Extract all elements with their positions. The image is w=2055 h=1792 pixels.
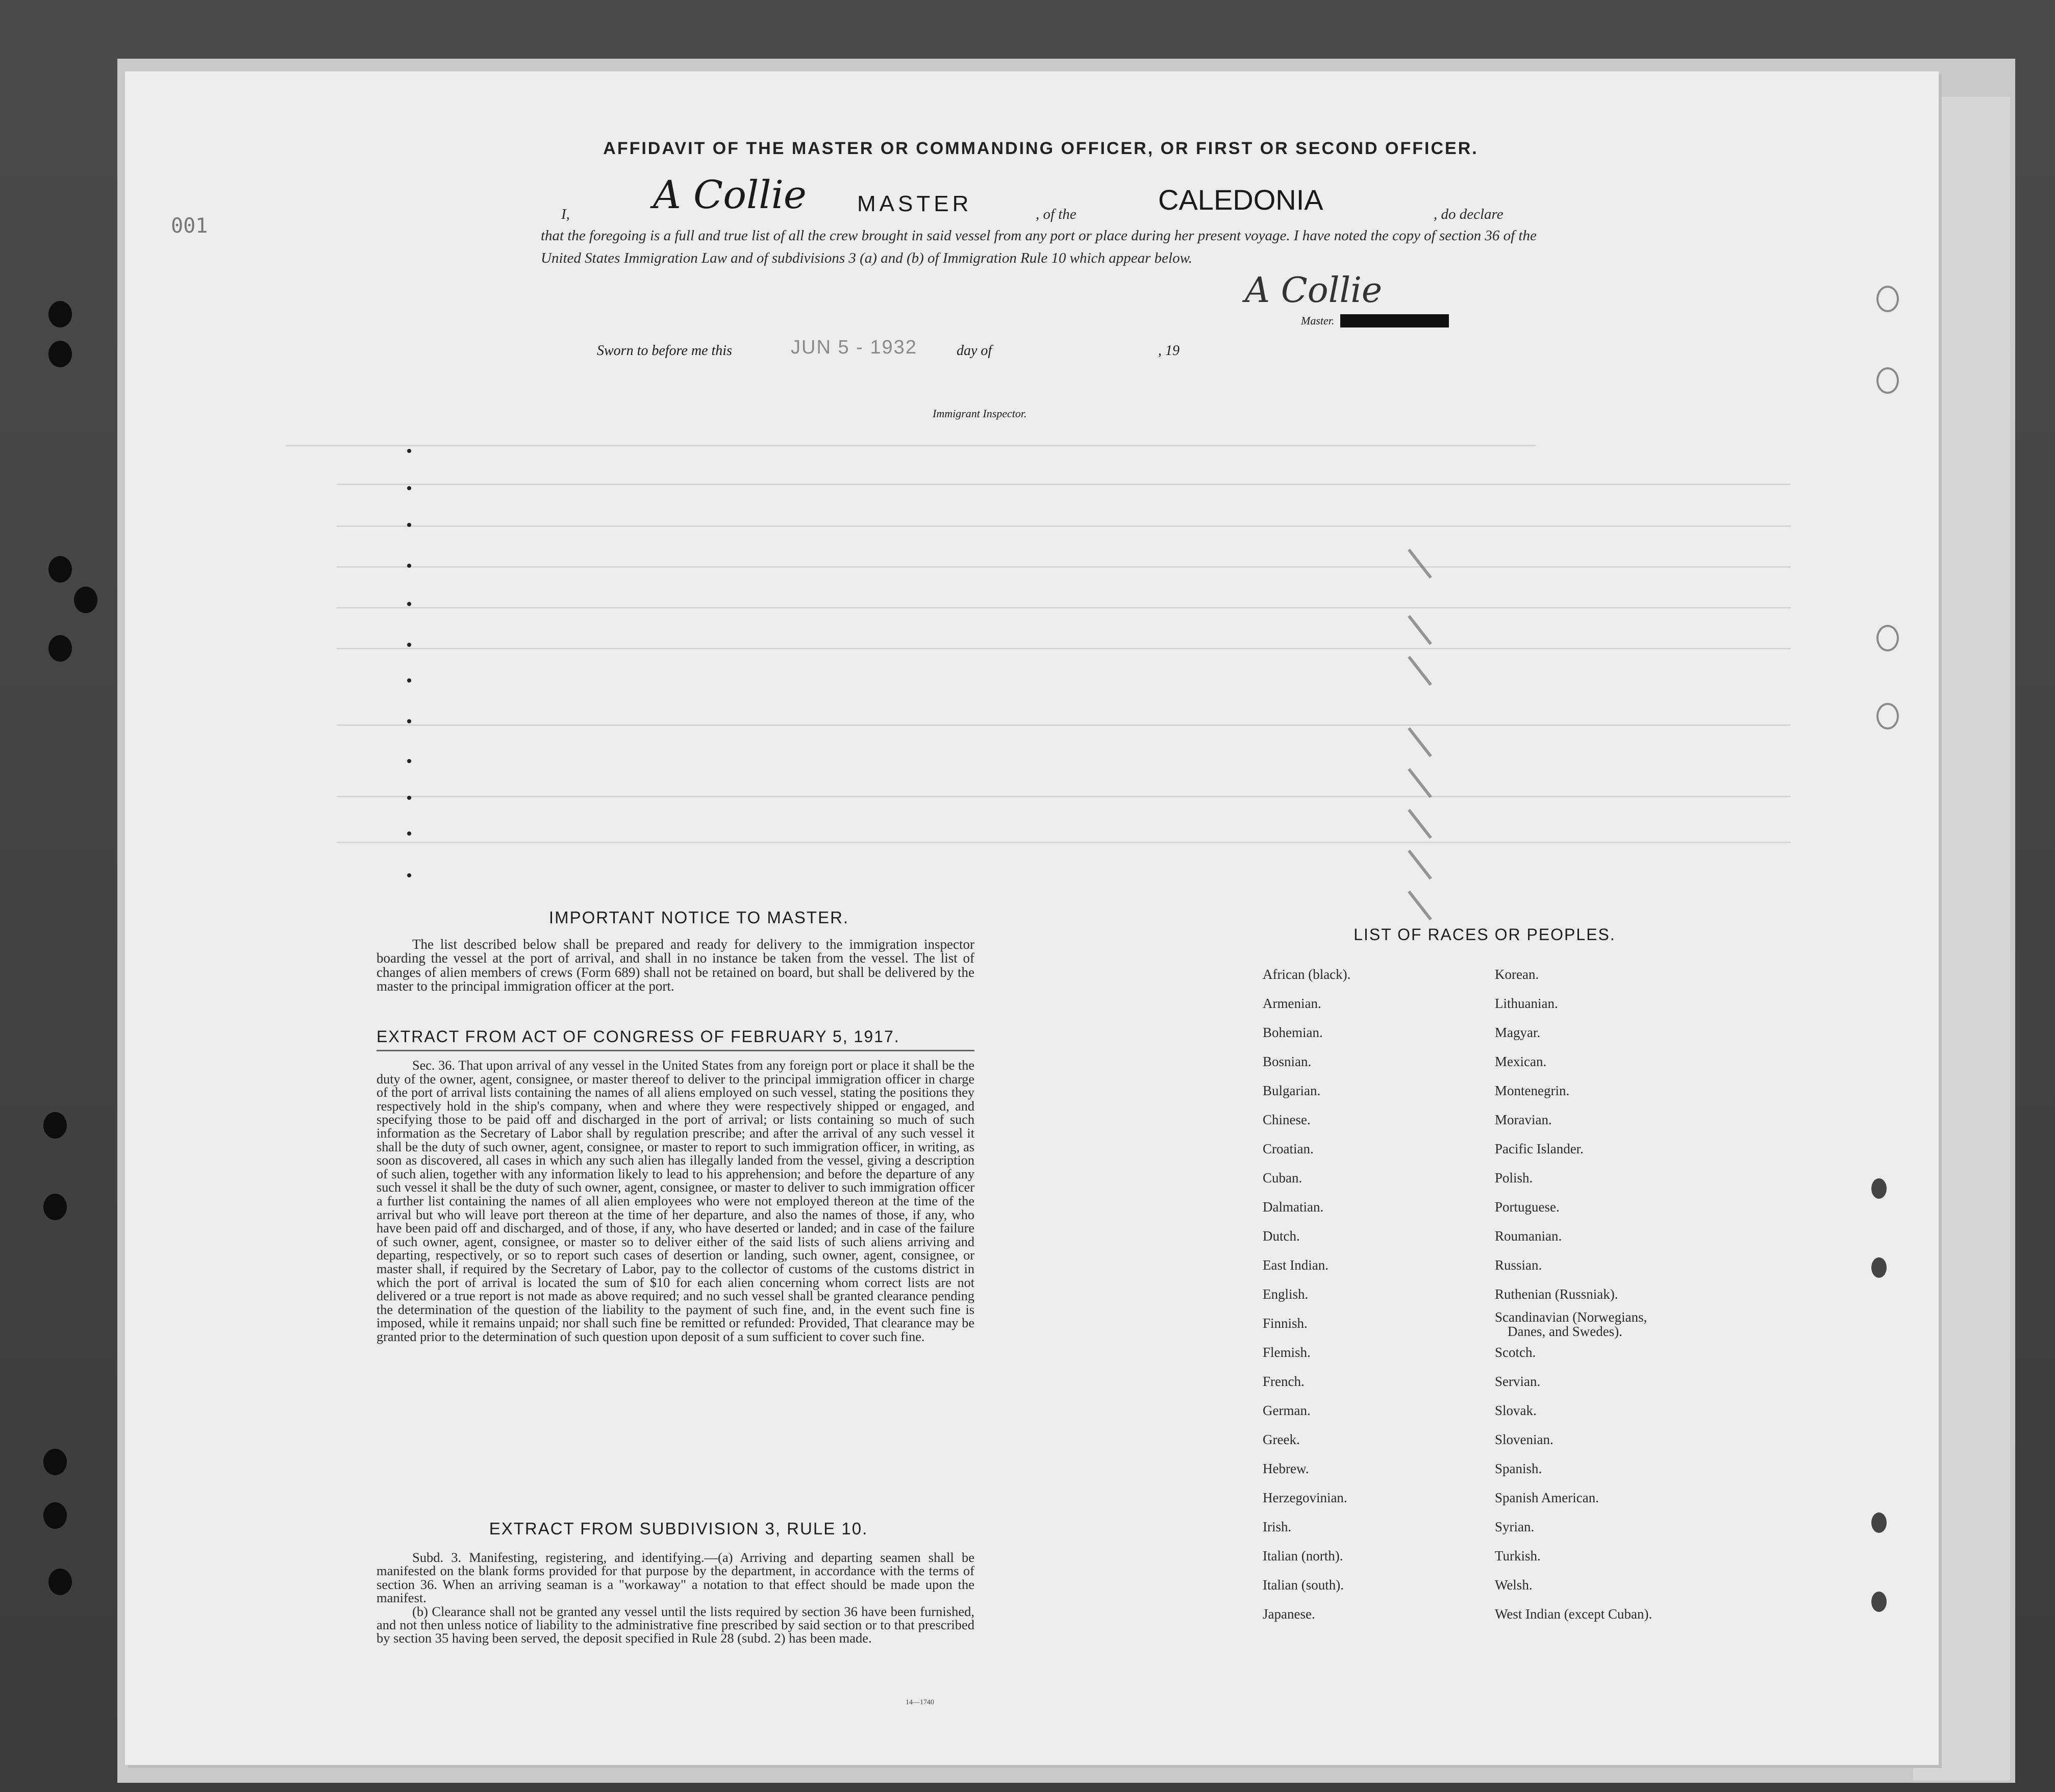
extract-act-body — [377, 1059, 974, 1344]
race-item: Slovak. — [1495, 1403, 1537, 1418]
race-item: Italian (north). — [1263, 1548, 1343, 1563]
binder-hole — [1871, 1592, 1887, 1612]
race-item: Lithuanian. — [1495, 996, 1558, 1011]
binder-hole — [43, 1449, 67, 1475]
race-item: Bohemian. — [1263, 1025, 1323, 1040]
signature-caption — [1301, 314, 1449, 327]
inspector-label: Immigrant Inspector. — [933, 407, 1027, 420]
show-through-line — [337, 525, 1791, 527]
show-through-line — [337, 484, 1791, 485]
binder-hole — [43, 1502, 67, 1529]
binder-hole-ring — [1876, 367, 1899, 394]
binder-hole — [48, 301, 72, 327]
declaration-block — [541, 172, 1541, 269]
race-item: Spanish American. — [1495, 1490, 1599, 1505]
binder-hole — [43, 1194, 67, 1220]
do-declare-label: , do declare — [1434, 206, 1503, 222]
show-through-line — [337, 607, 1791, 609]
binder-hole — [1871, 1257, 1887, 1278]
extract-act-title: EXTRACT FROM ACT OF CONGRESS OF FEBRUARY 5, 1917. — [377, 1027, 900, 1046]
notice-paragraph: The list described below shall be prepared and ready for delivery to the immigration inspector boarding the vessel at the port of arrival, and shall in no instance be taken from the vessel. The list of changes of alien members of crews (Form 689) shall not be retained on board, but shall be delivered by the master to the principal immigration officer at the port. — [377, 937, 974, 994]
master-name-handwritten: A Collie — [653, 172, 807, 217]
race-item: Dutch. — [1263, 1228, 1300, 1244]
signature-role: Master. — [1301, 314, 1335, 327]
subdivision-a-paragraph: Subd. 3. Manifesting, registering, and identifying.—(a) Arriving and departing seamen shall be manifested on the blank forms provided for that purpose by the department, in accordance with the terms of section 36. When an arriving seaman is a "workaway" a notation to that effect should be made upon the manifest. — [377, 1550, 974, 1606]
day-of-label: day of — [957, 343, 992, 359]
sworn-line — [597, 337, 1209, 359]
race-item: Magyar. — [1495, 1025, 1541, 1040]
binder-hole — [1871, 1178, 1887, 1199]
row-dot — [407, 831, 411, 836]
race-item: Slovenian. — [1495, 1432, 1553, 1447]
show-through-line — [286, 445, 1536, 446]
race-item: Scotch. — [1495, 1345, 1536, 1360]
row-dot — [407, 796, 411, 800]
row-dot — [407, 719, 411, 723]
race-item: Irish. — [1263, 1519, 1292, 1534]
race-item: African (black). — [1263, 967, 1351, 982]
extract-rule-body — [377, 1551, 974, 1645]
race-item: Syrian. — [1495, 1519, 1535, 1534]
declaration-i: I, — [561, 206, 570, 222]
extract-rule-title: EXTRACT FROM SUBDIVISION 3, RULE 10. — [489, 1519, 868, 1538]
row-dot — [407, 486, 411, 490]
race-item: West Indian (except Cuban). — [1495, 1606, 1652, 1622]
show-through-line — [337, 796, 1791, 797]
date-stamp: JUN 5 - 1932 — [791, 337, 917, 358]
binder-hole — [43, 1112, 67, 1139]
race-item: Greek. — [1263, 1432, 1300, 1447]
race-item: Mexican. — [1495, 1054, 1547, 1069]
binder-hole — [48, 556, 72, 583]
show-through-line — [337, 842, 1791, 843]
race-item: Pacific Islander. — [1495, 1141, 1584, 1156]
row-dot — [407, 678, 411, 683]
show-through-line — [337, 724, 1791, 726]
binder-hole — [48, 341, 72, 367]
race-item: Armenian. — [1263, 996, 1321, 1011]
affidavit-header: AFFIDAVIT OF THE MASTER OR COMMANDING OFFICER, OR FIRST OR SECOND OFFICER. — [603, 139, 1478, 158]
row-dot — [407, 759, 411, 763]
race-item: Herzegovinian. — [1263, 1490, 1347, 1505]
race-item: Polish. — [1495, 1170, 1533, 1185]
struck-officer-text: First or Second Officer — [1340, 314, 1449, 327]
master-title: MASTER — [857, 191, 972, 216]
race-item: Finnish. — [1263, 1316, 1308, 1331]
race-item: Montenegrin. — [1495, 1083, 1570, 1098]
race-item: Chinese. — [1263, 1112, 1311, 1127]
race-item: Spanish. — [1495, 1461, 1542, 1476]
race-item: German. — [1263, 1403, 1311, 1418]
sworn-label: Sworn to before me this — [597, 343, 732, 359]
binder-hole-ring — [1876, 625, 1899, 651]
form-number: 14—1740 — [906, 1699, 934, 1706]
race-item: Welsh. — [1495, 1577, 1533, 1593]
binder-hole-ring — [1876, 703, 1899, 729]
race-item: Flemish. — [1263, 1345, 1311, 1360]
subdivision-b-paragraph: (b) Clearance shall not be granted any vessel until the lists required by section 36 have been furnished, and not then unless notice of liability to the administrative fine prescribed by said section or to that prescribed by section 35 having been served, the deposit specified in Rule 28 (subd. 2) has been made. — [377, 1603, 974, 1646]
declaration-text: that the foregoing is a full and true list of all the crew brought in said vessel from any port or place during her present voyage. I have noted the copy of section 36 of the United States Immigration Law and of subdivisions 3 (a) and (b) of Immigration Rule 10 which appear below. — [541, 228, 1537, 266]
race-item: Scandinavian (Norwegians, — [1495, 1309, 1647, 1325]
master-signature: A Collie — [1245, 270, 1383, 311]
race-item: Dalmatian. — [1263, 1199, 1324, 1215]
show-through-line — [337, 648, 1791, 649]
race-item: Ruthenian (Russniak). — [1495, 1286, 1618, 1302]
year-prefix: , 19 — [1158, 343, 1180, 359]
notice-body — [377, 938, 974, 994]
race-item: Hebrew. — [1263, 1461, 1309, 1476]
race-item: Bulgarian. — [1263, 1083, 1321, 1098]
binder-hole — [74, 587, 97, 613]
race-item: Japanese. — [1263, 1606, 1315, 1622]
row-dot — [407, 873, 411, 877]
show-through-line — [337, 566, 1791, 568]
race-item: Italian (south). — [1263, 1577, 1344, 1593]
race-item: English. — [1263, 1286, 1309, 1302]
margin-stamp: 001 — [171, 214, 208, 238]
section-rule — [377, 1050, 974, 1051]
binder-hole — [48, 635, 72, 662]
row-dot — [407, 602, 411, 606]
row-dot — [407, 643, 411, 647]
race-item: Cuban. — [1263, 1170, 1302, 1185]
binder-hole — [1871, 1512, 1887, 1533]
ship-name: CALEDONIA — [1158, 184, 1323, 216]
race-item: East Indian. — [1263, 1257, 1329, 1273]
row-dot — [407, 564, 411, 568]
races-title: LIST OF RACES OR PEOPLES. — [1354, 925, 1616, 944]
race-item: Turkish. — [1495, 1548, 1541, 1563]
of-the-label: , of the — [1036, 206, 1076, 222]
binder-hole — [48, 1569, 72, 1595]
row-dot — [407, 523, 411, 527]
race-item: Bosnian. — [1263, 1054, 1312, 1069]
race-item: Danes, and Swedes). — [1508, 1324, 1622, 1339]
notice-title: IMPORTANT NOTICE TO MASTER. — [548, 908, 849, 927]
race-item: French. — [1263, 1374, 1305, 1389]
race-item: Portuguese. — [1495, 1199, 1560, 1215]
race-item: Korean. — [1495, 967, 1539, 982]
race-item: Croatian. — [1263, 1141, 1314, 1156]
binder-hole-ring — [1876, 286, 1899, 312]
race-item: Roumanian. — [1495, 1228, 1562, 1244]
race-item: Russian. — [1495, 1257, 1542, 1273]
row-dot — [407, 449, 411, 453]
race-item: Servian. — [1495, 1374, 1541, 1389]
race-item: Moravian. — [1495, 1112, 1552, 1127]
section-36-paragraph: Sec. 36. That upon arrival of any vessel in the United States from any foreign port or place it shall be the duty of the owner, agent, consignee, or master thereof to deliver to the principal immigration officer in charge of the port of arrival lists containing the names of all aliens employed on such vessel, stating the positions they respectively hold in the ship's company, when and where they were respectively shipped or engaged, and specifying those to be paid off and discharged in the port of arrival; or lists containing so much of such information as the Secretary of Labor shall by regulation prescribe; and after the arrival of any such vessel it shall be the duty of such owner, agent, consignee, or master to report to such immigration officer, in writing, as soon as discovered, all cases in which any such alien has illegally landed from the vessel, giving a description of such alien, together with any information likely to lead to his apprehension; and before the departure of any such vessel it shall be the duty of such owner, agent, consignee, or master to deliver to such immigration officer a further list containing the names of all alien employees who were not employed thereon at the time of the arrival but who will leave port thereon at the time of her departure, and also the names of those, if any, who have been paid off and discharged, and of those, if any, who have deserted or landed; and in case of the failure of such owner, agent, consignee, or master so to deliver either of the said lists of such aliens arriving and departing, respectively, or so to report such cases of desertion or landing, such owner, agent, consignee, or master shall, if required by the Secretary of Labor, pay to the collector of customs of the customs district in which the port of arrival is located the sum of $10 for each alien concerning whom correct lists are not delivered or a true report is not made as above required; and no such vessel shall be granted clearance pending the determination of the question of the liability to the payment of such fine, and, in the event such fine is imposed, while it remains unpaid; nor shall such fine be remitted or refunded: Provided, That clearance may be granted prior to the determination of such question upon deposit of a sum sufficient to cover such fine. — [377, 1058, 974, 1344]
